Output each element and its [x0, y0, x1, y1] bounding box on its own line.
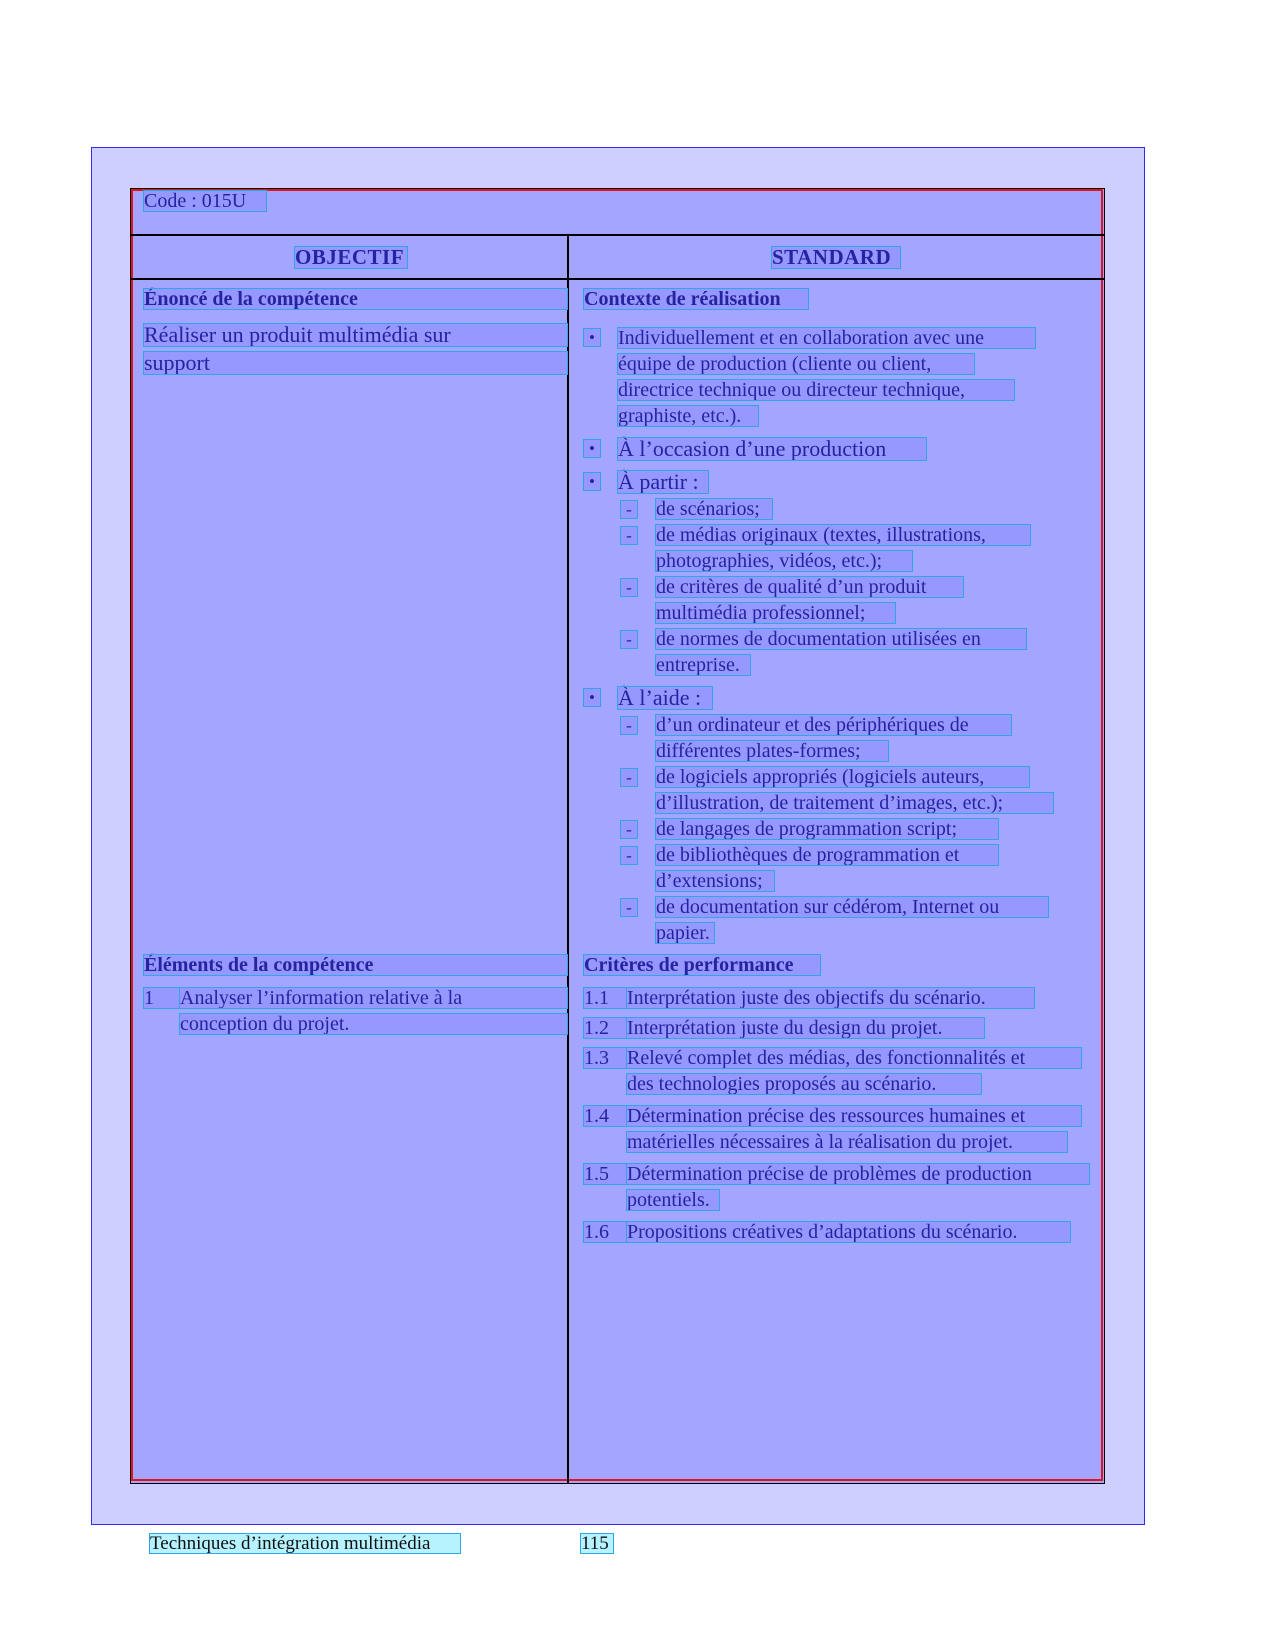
critere-number: 1.3: [584, 1048, 1081, 1068]
critere-number: 1.6: [584, 1222, 1070, 1242]
dash-marker: -: [621, 847, 637, 864]
aide-item-line: différentes plates-formes;: [656, 741, 888, 761]
critere-line: des technologies proposés au scénario.: [627, 1074, 981, 1094]
critere-line: matérielles nécessaires à la réalisation du projet.: [627, 1132, 1067, 1152]
partir-item-line: multimédia professionnel;: [656, 603, 895, 623]
dash-marker: -: [621, 821, 637, 838]
dash-marker: -: [621, 769, 637, 786]
objectif-header: OBJECTIF: [295, 247, 407, 268]
element-line: conception du projet.: [180, 1014, 567, 1034]
aide-item-line: d’illustration, de traitement d’images, etc.);: [656, 793, 1053, 813]
critere-number: 1.5: [584, 1164, 1089, 1184]
dash-marker: -: [621, 717, 637, 734]
aide-item-line: de langages de programmation script;: [656, 819, 998, 839]
element-line: Analyser l’information relative à la: [180, 988, 567, 1008]
critere-line: Propositions créatives d’adaptations du scénario.: [627, 1222, 1070, 1242]
elements-title: Éléments de la compétence: [144, 955, 567, 975]
dash-marker: -: [621, 631, 637, 648]
contexte-bullet-line: graphiste, etc.).: [618, 406, 758, 426]
partir-item-line: photographies, vidéos, etc.);: [656, 551, 912, 571]
partir-item-line: entreprise.: [656, 655, 750, 675]
dash-marker: -: [621, 527, 637, 544]
bullet-marker: •: [584, 329, 600, 346]
critere-line: Détermination précise des ressources humaines et: [627, 1106, 1081, 1126]
contexte-bullet-line: À partir :: [618, 471, 708, 493]
aide-item-line: d’un ordinateur et des périphériques de: [656, 715, 1011, 735]
partir-item-line: de médias originaux (textes, illustrations,: [656, 525, 1030, 545]
critere-line: Interprétation juste du design du projet.: [627, 1018, 984, 1038]
bullet-marker: •: [584, 689, 600, 706]
aide-item-line: de documentation sur cédérom, Internet ou: [656, 897, 1048, 917]
partir-item-line: de normes de documentation utilisées en: [656, 629, 1026, 649]
bullet-marker: •: [584, 440, 600, 457]
aide-item-line: de logiciels appropriés (logiciels auteurs,: [656, 767, 1029, 787]
dash-marker: -: [621, 899, 637, 916]
aide-item-line: d’extensions;: [656, 871, 774, 891]
partir-item-line: de scénarios;: [656, 499, 772, 519]
enonce-title: Énoncé de la compétence: [144, 289, 567, 309]
bullet-marker: •: [584, 473, 600, 490]
critere-line: potentiels.: [627, 1190, 719, 1210]
contexte-bullet-line: directrice technique ou directeur technique,: [618, 380, 1014, 400]
standard-header: STANDARD: [772, 247, 900, 268]
contexte-bullet-line: équipe de production (cliente ou client,: [618, 354, 974, 374]
contexte-bullet-line: À l’occasion d’une production: [618, 438, 926, 460]
aide-item-line: de bibliothèques de programmation et: [656, 845, 998, 865]
aide-item-line: papier.: [656, 923, 714, 943]
partir-item-line: de critères de qualité d’un produit: [656, 577, 963, 597]
enonce-line: support: [144, 352, 567, 374]
header-top-rule: [130, 234, 1105, 236]
header-bottom-rule: [130, 278, 1105, 280]
column-divider: [567, 234, 569, 1484]
critere-line: Détermination précise de problèmes de production: [627, 1164, 1089, 1184]
enonce-line: Réaliser un produit multimédia sur: [144, 324, 567, 346]
dash-marker: -: [621, 501, 637, 518]
criteres-title: Critères de performance: [584, 955, 820, 975]
contexte-title: Contexte de réalisation: [584, 289, 808, 309]
critere-line: Relevé complet des médias, des fonctionnalités et: [627, 1048, 1081, 1068]
contexte-bullet-line: À l’aide :: [618, 687, 712, 709]
element-number: 1: [144, 988, 567, 1008]
critere-number: 1.2: [584, 1018, 984, 1038]
critere-line: Interprétation juste des objectifs du scénario.: [627, 988, 1034, 1008]
competence-code: Code : 015U: [144, 191, 266, 211]
contexte-bullet-line: Individuellement et en collaboration avec une: [618, 328, 1035, 348]
footer-title: Techniques d’intégration multimédia: [150, 1534, 460, 1553]
critere-number: 1.1: [584, 988, 1034, 1008]
dash-marker: -: [621, 579, 637, 596]
page-number: 115: [581, 1534, 613, 1553]
critere-number: 1.4: [584, 1106, 1081, 1126]
